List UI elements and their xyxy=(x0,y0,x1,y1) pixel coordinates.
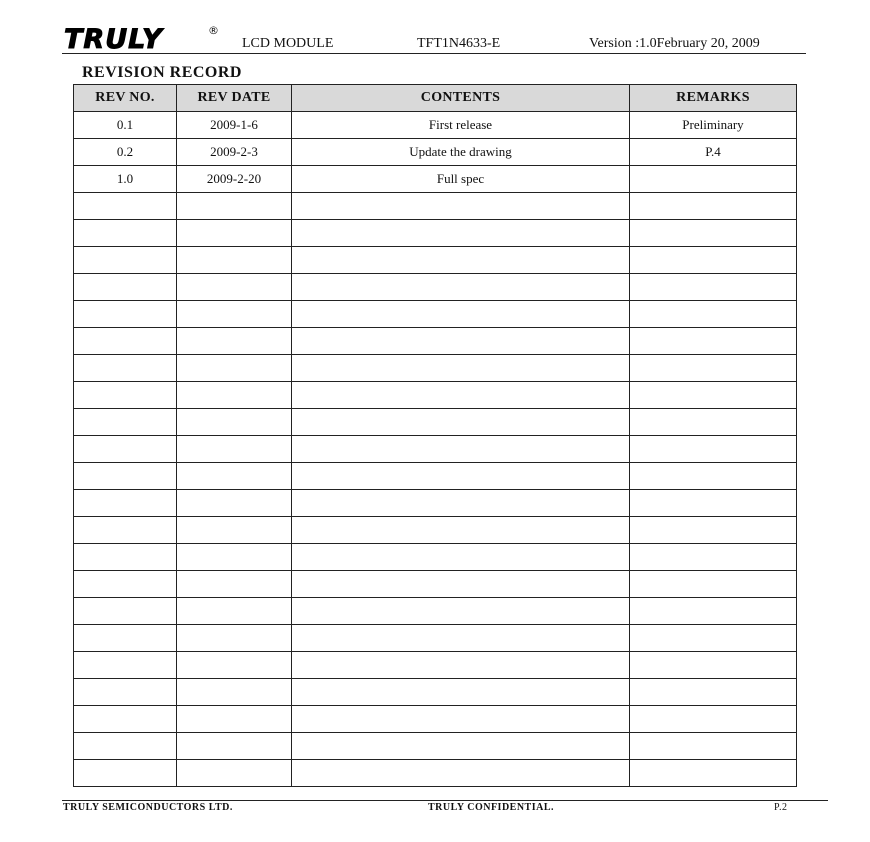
rev-no-cell xyxy=(74,517,177,544)
remarks-cell xyxy=(630,760,797,787)
remarks-cell xyxy=(630,166,797,193)
table-row xyxy=(74,436,797,463)
rev-no-cell xyxy=(74,382,177,409)
rev-no-cell: 0.2 xyxy=(74,139,177,166)
column-header-contents: CONTENTS xyxy=(292,85,630,112)
rev-date-cell xyxy=(177,193,292,220)
contents-cell xyxy=(292,355,630,382)
rev-date-cell xyxy=(177,517,292,544)
remarks-cell xyxy=(630,247,797,274)
rev-date-cell xyxy=(177,571,292,598)
contents-cell: Update the drawing xyxy=(292,139,630,166)
rev-date-cell xyxy=(177,733,292,760)
table-row xyxy=(74,247,797,274)
footer-page-number: P.2 xyxy=(774,802,788,813)
remarks-cell xyxy=(630,571,797,598)
rev-no-cell xyxy=(74,328,177,355)
remarks-cell xyxy=(630,436,797,463)
rev-no-cell: 0.1 xyxy=(74,112,177,139)
table-row xyxy=(74,301,797,328)
table-row xyxy=(74,706,797,733)
page-header xyxy=(62,24,806,54)
contents-cell xyxy=(292,625,630,652)
rev-no-cell xyxy=(74,463,177,490)
contents-cell xyxy=(292,679,630,706)
table-row xyxy=(74,625,797,652)
rev-date-cell xyxy=(177,544,292,571)
rev-date-cell xyxy=(177,436,292,463)
contents-cell xyxy=(292,706,630,733)
table-header-row xyxy=(74,85,797,112)
contents-cell xyxy=(292,544,630,571)
contents-cell xyxy=(292,463,630,490)
rev-no-cell xyxy=(74,760,177,787)
rev-date-cell xyxy=(177,490,292,517)
contents-cell xyxy=(292,301,630,328)
header-divider xyxy=(62,53,806,54)
remarks-cell xyxy=(630,679,797,706)
contents-cell: Full spec xyxy=(292,166,630,193)
contents-cell xyxy=(292,193,630,220)
rev-date-cell xyxy=(177,706,292,733)
table-row xyxy=(74,544,797,571)
column-header-rev-date: REV DATE xyxy=(177,85,292,112)
rev-date-cell: 2009-2-20 xyxy=(177,166,292,193)
revision-table xyxy=(73,84,797,787)
part-number: TFT1N4633-E xyxy=(417,36,501,51)
remarks-cell xyxy=(630,220,797,247)
rev-no-cell xyxy=(74,544,177,571)
remarks-cell xyxy=(630,733,797,760)
rev-date-cell: 2009-2-3 xyxy=(177,139,292,166)
truly-logo xyxy=(62,24,208,52)
contents-cell xyxy=(292,274,630,301)
table-row xyxy=(74,274,797,301)
rev-no-cell xyxy=(74,247,177,274)
remarks-cell xyxy=(630,328,797,355)
rev-no-cell xyxy=(74,490,177,517)
table-row xyxy=(74,409,797,436)
contents-cell xyxy=(292,490,630,517)
module-label: LCD MODULE xyxy=(242,36,334,51)
contents-cell xyxy=(292,220,630,247)
rev-date-cell xyxy=(177,247,292,274)
contents-cell xyxy=(292,436,630,463)
rev-no-cell xyxy=(74,706,177,733)
table-row xyxy=(74,679,797,706)
table-row xyxy=(74,652,797,679)
contents-cell xyxy=(292,652,630,679)
contents-cell xyxy=(292,517,630,544)
table-row xyxy=(74,112,797,139)
table-row xyxy=(74,139,797,166)
section-title: REVISION RECORD xyxy=(82,64,242,81)
rev-no-cell xyxy=(74,301,177,328)
rev-date-cell xyxy=(177,274,292,301)
remarks-cell xyxy=(630,355,797,382)
remarks-cell xyxy=(630,490,797,517)
remarks-cell: Preliminary xyxy=(630,112,797,139)
contents-cell xyxy=(292,760,630,787)
contents-cell xyxy=(292,571,630,598)
table-row xyxy=(74,733,797,760)
contents-cell xyxy=(292,328,630,355)
contents-cell xyxy=(292,382,630,409)
contents-cell: First release xyxy=(292,112,630,139)
remarks-cell xyxy=(630,706,797,733)
rev-date-cell xyxy=(177,679,292,706)
remarks-cell xyxy=(630,301,797,328)
footer-company: TRULY SEMICONDUCTORS LTD. xyxy=(63,802,233,813)
rev-no-cell xyxy=(74,355,177,382)
svg-text:TRULY: TRULY xyxy=(64,24,163,52)
registered-mark: ® xyxy=(208,24,219,37)
rev-date-cell xyxy=(177,652,292,679)
table-row xyxy=(74,760,797,787)
remarks-cell xyxy=(630,544,797,571)
contents-cell xyxy=(292,733,630,760)
remarks-cell xyxy=(630,193,797,220)
remarks-cell xyxy=(630,598,797,625)
rev-no-cell xyxy=(74,436,177,463)
rev-date-cell xyxy=(177,328,292,355)
table-row xyxy=(74,571,797,598)
contents-cell xyxy=(292,247,630,274)
remarks-cell: P.4 xyxy=(630,139,797,166)
remarks-cell xyxy=(630,409,797,436)
remarks-cell xyxy=(630,517,797,544)
rev-date-cell xyxy=(177,220,292,247)
rev-no-cell xyxy=(74,274,177,301)
footer-confidential: TRULY CONFIDENTIAL. xyxy=(428,802,555,813)
table-row xyxy=(74,166,797,193)
rev-date-cell xyxy=(177,382,292,409)
contents-cell xyxy=(292,409,630,436)
rev-no-cell xyxy=(74,733,177,760)
rev-no-cell: 1.0 xyxy=(74,166,177,193)
revision-table-body xyxy=(74,112,797,787)
rev-no-cell xyxy=(74,220,177,247)
truly-logo-mark xyxy=(62,24,208,52)
rev-no-cell xyxy=(74,625,177,652)
rev-date-cell xyxy=(177,355,292,382)
rev-date-cell xyxy=(177,409,292,436)
table-row xyxy=(74,328,797,355)
remarks-cell xyxy=(630,625,797,652)
table-row xyxy=(74,463,797,490)
rev-date-cell xyxy=(177,463,292,490)
rev-date-cell xyxy=(177,625,292,652)
remarks-cell xyxy=(630,652,797,679)
rev-no-cell xyxy=(74,598,177,625)
column-header-rev-no: REV NO. xyxy=(74,85,177,112)
remarks-cell xyxy=(630,382,797,409)
remarks-cell xyxy=(630,274,797,301)
table-row xyxy=(74,490,797,517)
table-row xyxy=(74,598,797,625)
rev-no-cell xyxy=(74,679,177,706)
rev-date-cell: 2009-1-6 xyxy=(177,112,292,139)
rev-no-cell xyxy=(74,571,177,598)
rev-no-cell xyxy=(74,409,177,436)
table-row xyxy=(74,517,797,544)
table-row xyxy=(74,355,797,382)
contents-cell xyxy=(292,598,630,625)
rev-date-cell xyxy=(177,301,292,328)
version-date: Version :1.0February 20, 2009 xyxy=(589,36,760,51)
rev-no-cell xyxy=(74,652,177,679)
footer-divider xyxy=(62,800,828,801)
rev-no-cell xyxy=(74,193,177,220)
column-header-remarks: REMARKS xyxy=(630,85,797,112)
table-row xyxy=(74,382,797,409)
remarks-cell xyxy=(630,463,797,490)
rev-date-cell xyxy=(177,598,292,625)
rev-date-cell xyxy=(177,760,292,787)
table-row xyxy=(74,193,797,220)
table-row xyxy=(74,220,797,247)
